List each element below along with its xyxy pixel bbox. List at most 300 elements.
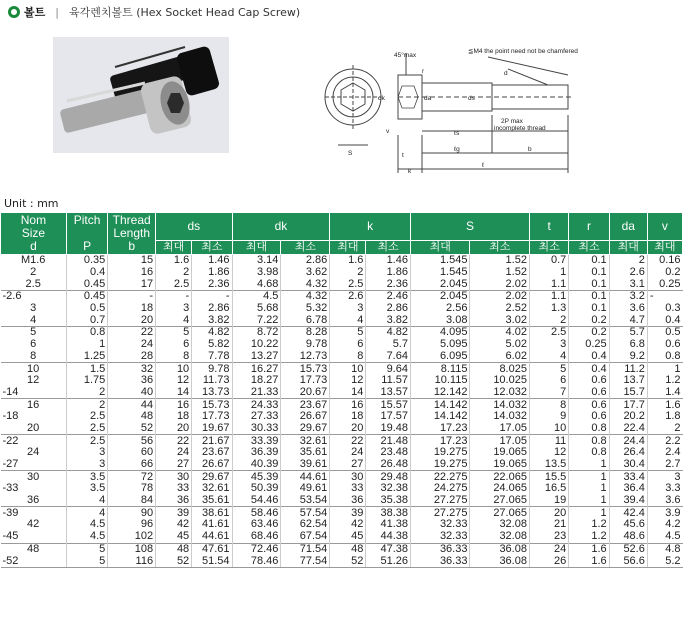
table-cell: 78: [108, 483, 156, 495]
table-cell: 10.025: [470, 375, 530, 387]
table-cell: 19.48: [366, 423, 411, 435]
table-cell: 13.57: [366, 387, 411, 399]
table-cell: 33: [156, 483, 192, 495]
col-dk: dk: [232, 213, 330, 241]
table-cell: 0.1: [569, 255, 609, 267]
table-row: [1, 519, 683, 531]
table-cell: 9.64: [366, 363, 411, 375]
table-cell: 12: [27, 374, 40, 387]
table-cell: 44: [108, 399, 156, 411]
table-cell: 2.5: [330, 278, 366, 290]
table-cell: 10: [529, 423, 568, 435]
table-row: [1, 447, 683, 459]
table-cell: -45: [2, 530, 19, 543]
table-cell: 48: [330, 543, 366, 555]
table-cell: 1.545: [410, 267, 469, 279]
table-row: [1, 303, 683, 315]
table-cell: -27: [2, 458, 19, 471]
svg-text:S: S: [348, 150, 353, 157]
table-cell: 49.61: [281, 483, 330, 495]
table-row: [1, 351, 683, 363]
table-cell: 28: [108, 351, 156, 363]
table-cell: 3: [647, 471, 682, 483]
table-cell: 71.54: [281, 543, 330, 555]
product-photo: [53, 37, 229, 153]
table-row: [1, 339, 683, 351]
table-cell: 24.4: [609, 435, 647, 447]
table-cell: 32.38: [366, 483, 411, 495]
table-cell: 42: [330, 519, 366, 531]
table-cell: 67.54: [281, 531, 330, 543]
table-cell: 39: [156, 507, 192, 519]
table-cell: 1.1: [529, 278, 568, 290]
table-cell: 36.39: [232, 447, 281, 459]
col-s: S: [410, 213, 529, 241]
table-row: [1, 483, 683, 495]
table-cell: 22: [156, 435, 192, 447]
table-cell: 32.08: [470, 531, 530, 543]
table-cell: 14.142: [410, 399, 469, 411]
table-row: [1, 291, 683, 303]
table-cell: 102: [108, 531, 156, 543]
table-row: [1, 459, 683, 471]
table-cell: 5: [66, 555, 107, 567]
table-cell: 8: [156, 351, 192, 363]
svg-text:d: d: [504, 70, 508, 77]
table-cell: 4.82: [192, 327, 232, 339]
table-cell: 32: [108, 363, 156, 375]
table-cell: 1: [569, 471, 609, 483]
table-cell: 16: [330, 399, 366, 411]
table-row: [1, 543, 683, 555]
table-cell: 2: [66, 399, 107, 411]
table-cell: 5.2: [647, 555, 682, 567]
table-cell: 4.5: [66, 519, 107, 531]
table-cell: 4.5: [66, 531, 107, 543]
table-cell: 0.6: [647, 339, 682, 351]
table-cell: 68.46: [232, 531, 281, 543]
table-cell: 44.61: [281, 471, 330, 483]
table-cell: 45: [330, 531, 366, 543]
table-cell: 2.36: [366, 278, 411, 290]
table-cell: 24: [529, 543, 568, 555]
table-cell: 6: [330, 339, 366, 351]
table-cell: 0.4: [647, 314, 682, 326]
table-cell: 6.02: [470, 351, 530, 363]
table-cell: 0.25: [569, 339, 609, 351]
table-cell: 11.57: [366, 375, 411, 387]
table-cell: 2.86: [192, 303, 232, 315]
svg-text:ℓg: ℓg: [454, 146, 460, 153]
table-row: [1, 327, 683, 339]
table-cell: 6: [529, 375, 568, 387]
table-cell: 4.02: [470, 327, 530, 339]
table-cell: 14: [330, 387, 366, 399]
table-cell: 27: [156, 459, 192, 471]
table-cell: 32.61: [281, 435, 330, 447]
table-cell: 54.46: [232, 495, 281, 507]
table-cell: 5: [529, 363, 568, 375]
table-cell: 2.02: [470, 278, 530, 290]
table-cell: 26.48: [366, 459, 411, 471]
table-cell: 36.08: [470, 543, 530, 555]
svg-text:v: v: [386, 128, 390, 135]
subheader-cell: 최대: [330, 241, 366, 255]
table-row: [1, 387, 683, 399]
table-cell: 24.33: [232, 399, 281, 411]
table-cell: 3.1: [609, 278, 647, 290]
table-cell: 0.16: [647, 255, 682, 267]
col-thread-length: Thread Length b: [108, 213, 156, 255]
table-cell: 4: [529, 351, 568, 363]
table-cell: 10: [330, 363, 366, 375]
subheader-cell: 최소: [529, 241, 568, 255]
table-cell: 2.86: [281, 255, 330, 267]
col-r: r: [569, 213, 609, 241]
table-cell: 23.67: [281, 399, 330, 411]
table-cell: 8.28: [281, 327, 330, 339]
dimension-table: [0, 212, 683, 568]
table-cell: 22.065: [470, 471, 530, 483]
table-cell: 17.57: [366, 411, 411, 423]
table-cell: 32.33: [410, 531, 469, 543]
table-cell: 3: [66, 447, 107, 459]
table-row: [1, 555, 683, 567]
table-cell: 21.67: [192, 435, 232, 447]
table-row: [1, 363, 683, 375]
table-cell: 40.39: [232, 459, 281, 471]
table-cell: 33.39: [232, 435, 281, 447]
angle-label: 45°max: [394, 52, 417, 59]
table-cell: 48: [156, 543, 192, 555]
table-cell: 3.62: [281, 267, 330, 279]
table-cell: 2.46: [366, 291, 411, 303]
table-cell: 1.86: [366, 267, 411, 279]
table-row: [1, 423, 683, 435]
table-cell: 21.33: [232, 387, 281, 399]
table-cell: 53.54: [281, 495, 330, 507]
table-row: [1, 471, 683, 483]
table-cell: 3: [66, 459, 107, 471]
table-cell: 1.545: [410, 255, 469, 267]
table-cell: 38.38: [366, 507, 411, 519]
unit-label: Unit : mm: [4, 197, 59, 210]
table-cell: 35.61: [192, 495, 232, 507]
table-cell: 1: [569, 495, 609, 507]
table-cell: 2: [66, 387, 107, 399]
table-cell: 26.67: [192, 459, 232, 471]
table-cell: 12: [529, 447, 568, 459]
table-cell: 19.275: [410, 447, 469, 459]
svg-text:dk: dk: [378, 95, 385, 102]
table-cell: 39.4: [609, 495, 647, 507]
table-cell: 9.2: [609, 351, 647, 363]
table-cell: 5: [156, 327, 192, 339]
table-cell: 41.38: [366, 519, 411, 531]
table-cell: 1.5: [66, 363, 107, 375]
table-cell: 4: [66, 507, 107, 519]
table-cell: 1.25: [66, 351, 107, 363]
table-cell: 1: [529, 267, 568, 279]
table-cell: 5.7: [609, 327, 647, 339]
table-cell: 3.08: [410, 314, 469, 326]
table-cell: 2.5: [156, 278, 192, 290]
table-cell: 96: [108, 519, 156, 531]
table-cell: 32.08: [470, 519, 530, 531]
table-cell: 4.32: [281, 278, 330, 290]
table-cell: 52: [330, 555, 366, 567]
table-row: [1, 267, 683, 279]
table-cell: -33: [2, 482, 19, 495]
table-cell: 29.67: [192, 471, 232, 483]
table-cell: 56.6: [609, 555, 647, 567]
table-cell: 10.115: [410, 375, 469, 387]
svg-text:r: r: [422, 68, 425, 75]
table-cell: 2.56: [410, 303, 469, 315]
table-cell: 35.38: [366, 495, 411, 507]
table-cell: 20.67: [281, 387, 330, 399]
subheader-cell: 최대: [410, 241, 469, 255]
col-pitch: Pitch P: [66, 213, 107, 255]
table-cell: 15.73: [281, 363, 330, 375]
table-cell: 5.68: [232, 303, 281, 315]
table-cell: 30: [330, 471, 366, 483]
subheader-cell: 최소: [569, 241, 609, 255]
table-cell: 62.54: [281, 519, 330, 531]
table-cell: 24.275: [410, 483, 469, 495]
page-title: 육각렌치볼트 (Hex Socket Head Cap Screw): [68, 6, 301, 19]
table-cell: 10: [156, 363, 192, 375]
table-cell: 6.78: [281, 314, 330, 326]
table-cell: 42: [156, 519, 192, 531]
table-cell: 5.095: [410, 339, 469, 351]
table-cell: 66: [108, 459, 156, 471]
table-cell: 14.032: [470, 399, 530, 411]
table-cell: 63.46: [232, 519, 281, 531]
table-cell: 3.5: [66, 471, 107, 483]
table-cell: 7.22: [232, 314, 281, 326]
table-cell: 1.46: [192, 255, 232, 267]
svg-text:ℓs: ℓs: [454, 130, 460, 137]
table-cell: 4: [156, 314, 192, 326]
bullet-icon: [8, 6, 20, 18]
table-cell: 3: [529, 339, 568, 351]
table-cell: 24: [108, 339, 156, 351]
table-cell: 44.61: [192, 531, 232, 543]
table-cell: 30.4: [609, 459, 647, 471]
table-cell: 116: [108, 555, 156, 567]
col-k: k: [330, 213, 411, 241]
table-cell: 12: [156, 375, 192, 387]
table-cell: 4.2: [647, 519, 682, 531]
table-cell: 21: [529, 519, 568, 531]
table-cell: 13.7: [609, 375, 647, 387]
table-cell: 36: [156, 495, 192, 507]
table-cell: 26.67: [281, 411, 330, 423]
table-cell: 17.7: [609, 399, 647, 411]
table-cell: 13.5: [529, 459, 568, 471]
table-cell: 32.61: [192, 483, 232, 495]
table-cell: 56: [108, 435, 156, 447]
table-cell: 8.115: [410, 363, 469, 375]
table-cell: 5.32: [281, 303, 330, 315]
table-cell: 1.86: [192, 267, 232, 279]
table-cell: 1: [569, 483, 609, 495]
table-cell: 0.4: [569, 351, 609, 363]
table-cell: 0.1: [569, 267, 609, 279]
table-cell: 20: [156, 423, 192, 435]
table-cell: 1.6: [569, 555, 609, 567]
table-cell: -: [108, 291, 156, 303]
table-cell: 0.4: [66, 267, 107, 279]
table-cell: 11.2: [609, 363, 647, 375]
table-cell: 16.27: [232, 363, 281, 375]
table-cell: 1.6: [569, 543, 609, 555]
table-cell: 2.5: [66, 411, 107, 423]
table-cell: 3: [30, 302, 37, 315]
table-cell: 8: [529, 399, 568, 411]
table-cell: 45.39: [232, 471, 281, 483]
table-cell: 2.6: [609, 267, 647, 279]
table-cell: 19: [529, 495, 568, 507]
table-cell: 84: [108, 495, 156, 507]
table-cell: 4.68: [232, 278, 281, 290]
svg-text:da: da: [424, 95, 432, 102]
subheader-cell: 최소: [470, 241, 530, 255]
svg-text:t: t: [402, 152, 404, 159]
table-row: [1, 495, 683, 507]
table-cell: 15.7: [609, 387, 647, 399]
table-cell: 26.4: [609, 447, 647, 459]
table-cell: 0.8: [66, 327, 107, 339]
col-nom-size: Nom Size d: [1, 213, 67, 255]
table-cell: 22: [108, 327, 156, 339]
table-cell: 52.6: [609, 543, 647, 555]
table-cell: 12.73: [281, 351, 330, 363]
thread-note-2: incomplete thread: [494, 125, 546, 132]
table-row: [1, 435, 683, 447]
table-cell: 52: [156, 555, 192, 567]
table-cell: 0.3: [647, 303, 682, 315]
table-cell: 1.2: [647, 375, 682, 387]
table-row: [1, 399, 683, 411]
table-cell: 14: [156, 387, 192, 399]
table-cell: 48: [108, 411, 156, 423]
table-cell: 2.02: [470, 291, 530, 303]
table-row: [1, 278, 683, 290]
table-cell: 17.73: [192, 411, 232, 423]
table-cell: 0.6: [569, 399, 609, 411]
table-cell: 45.6: [609, 519, 647, 531]
table-cell: 40: [108, 387, 156, 399]
table-cell: 6.095: [410, 351, 469, 363]
table-cell: 0.6: [569, 411, 609, 423]
table-cell: 77.54: [281, 555, 330, 567]
table-cell: -52: [1, 555, 67, 567]
table-cell: 18: [108, 303, 156, 315]
screw-diagram: [318, 45, 658, 185]
table-cell: 47.61: [192, 543, 232, 555]
table-cell: 17.23: [410, 435, 469, 447]
table-cell: 13.73: [192, 387, 232, 399]
table-cell: 11.73: [192, 375, 232, 387]
table-cell: -: [647, 291, 682, 303]
table-cell: 14.032: [470, 411, 530, 423]
table-cell: 23.67: [192, 447, 232, 459]
table-cell: 48.6: [609, 531, 647, 543]
table-cell: 24.065: [470, 483, 530, 495]
table-cell: 19.275: [410, 459, 469, 471]
table-cell: 36.33: [410, 543, 469, 555]
table-cell: 21.48: [366, 435, 411, 447]
svg-text:b: b: [528, 146, 532, 153]
table-cell: 1.52: [470, 267, 530, 279]
table-cell: 16: [156, 399, 192, 411]
table-cell: 0.8: [569, 447, 609, 459]
table-cell: 4.32: [281, 291, 330, 303]
table-cell: 5.02: [470, 339, 530, 351]
table-cell: 10: [1, 363, 67, 375]
table-cell: 20: [529, 507, 568, 519]
table-cell: 72: [108, 471, 156, 483]
table-cell: 33: [330, 483, 366, 495]
table-cell: 15.57: [366, 399, 411, 411]
table-cell: 19.065: [470, 459, 530, 471]
table-cell: 2: [30, 266, 37, 279]
table-cell: 20: [330, 423, 366, 435]
table-cell: 1: [569, 507, 609, 519]
subheader-cell: 최소: [192, 241, 232, 255]
table-cell: 1.4: [647, 387, 682, 399]
table-cell: 36.33: [410, 555, 469, 567]
table-cell: 29.67: [281, 423, 330, 435]
table-cell: 3.6: [647, 495, 682, 507]
table-cell: 2.6: [330, 291, 366, 303]
table-cell: 27.33: [232, 411, 281, 423]
table-cell: 58.46: [232, 507, 281, 519]
table-cell: 20: [27, 421, 40, 434]
table-row: [1, 255, 683, 267]
table-cell: 0.7: [66, 314, 107, 326]
table-cell: 17.05: [470, 423, 530, 435]
table-cell: 2: [330, 267, 366, 279]
table-cell: 2.52: [470, 303, 530, 315]
table-cell: 1: [647, 363, 682, 375]
table-cell: 3.82: [192, 314, 232, 326]
table-cell: 90: [108, 507, 156, 519]
category-label: 볼트: [24, 6, 46, 19]
table-cell: 0.25: [647, 278, 682, 290]
table-cell: 7.78: [192, 351, 232, 363]
table-cell: 3.6: [609, 303, 647, 315]
table-cell: 0.2: [569, 327, 609, 339]
col-ds: ds: [156, 213, 232, 241]
table-cell: 2.86: [366, 303, 411, 315]
table-header-row: [1, 213, 683, 241]
table-cell: 0.45: [66, 278, 107, 290]
table-cell: 1.6: [647, 399, 682, 411]
table-cell: 0.6: [569, 375, 609, 387]
table-cell: 1.3: [529, 303, 568, 315]
table-cell: 8: [30, 349, 37, 362]
table-cell: 18.27: [232, 375, 281, 387]
table-cell: 22.275: [410, 471, 469, 483]
table-cell: 3: [330, 303, 366, 315]
subheader-cell: 최소: [281, 241, 330, 255]
table-cell: -2.6: [1, 291, 67, 303]
table-cell: 2.045: [410, 278, 469, 290]
table-cell: 17.05: [470, 435, 530, 447]
